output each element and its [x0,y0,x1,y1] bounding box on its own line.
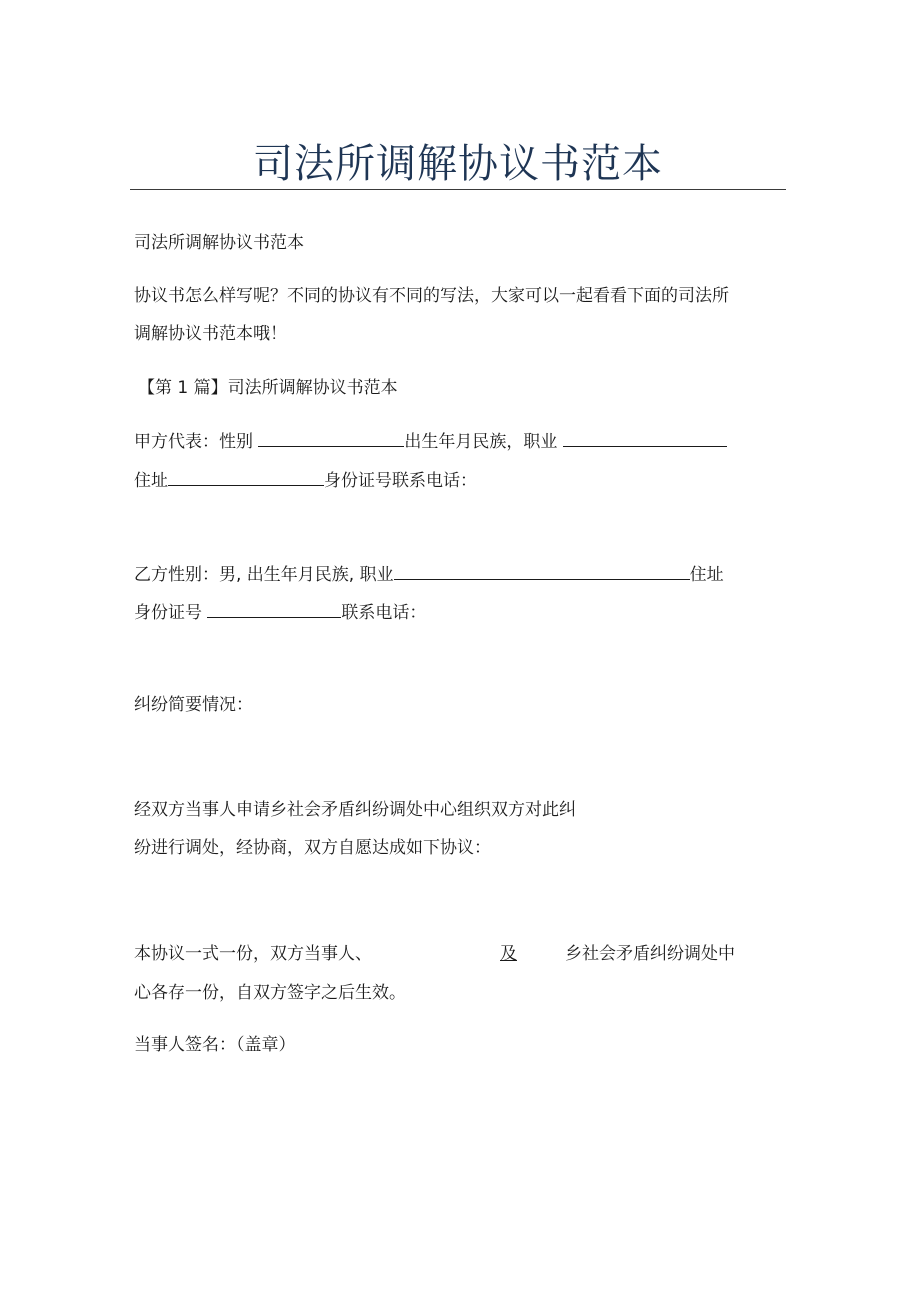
copies-line-1 [134,942,372,966]
party-a-line-1 [134,429,727,454]
party-b-gender-job-label: 乙方性别：男, 出生年月民族, 职业 [134,565,394,585]
party-b-line-1 [134,562,724,587]
party-a-gender-field[interactable] [258,429,404,447]
party-b-phone-label: 联系电话： [341,603,427,623]
party-a-address-label: 住址 [134,471,168,491]
copies-part-2: 乡社会矛盾纠纷调处中 [565,944,735,964]
party-a-address-field[interactable] [168,468,324,486]
party-a-birth-job-label: 出生年月民族，职业 [404,432,558,452]
copies-line-2: 心各存一份，自双方签字之后生效。 [134,983,406,1003]
intro-line-1: 协议书怎么样写呢？不同的协议有不同的写法，大家可以一起看看下面的司法所 [134,286,729,306]
party-b-id-field[interactable] [207,600,341,618]
party-b-id-label: 身份证号 [134,603,202,623]
mediation-line-1: 经双方当事人申请乡社会矛盾纠纷调处中心组织双方对此纠 [134,800,576,820]
copies-and: 及 [500,944,517,964]
dispute-summary-label: 纠纷简要情况： [134,695,253,715]
party-b-address-label: 住址 [689,565,724,585]
party-b-line-2 [134,600,426,625]
party-a-rep-gender-label: 甲方代表：性别 [134,432,253,452]
signature-line: 当事人签名：（盖章） [134,1035,296,1055]
intro-line-2: 调解协议书范本哦！ [134,324,287,344]
party-a-id-phone-label: 身份证号联系电话： [324,471,477,491]
document-title: 司法所调解协议书范本 [253,141,663,187]
subtitle: 司法所调解协议书范本 [134,233,304,253]
section-heading: 【第 1 篇】司法所调解协议书范本 [138,378,398,398]
mediation-line-2: 纷进行调处，经协商，双方自愿达成如下协议： [134,838,491,858]
party-b-job-field[interactable] [394,562,690,580]
party-a-line-2 [134,468,477,493]
title-underline [130,189,786,190]
party-a-job-field[interactable] [563,429,727,447]
copies-part-1: 本协议一式一份，双方当事人、 [134,944,372,964]
